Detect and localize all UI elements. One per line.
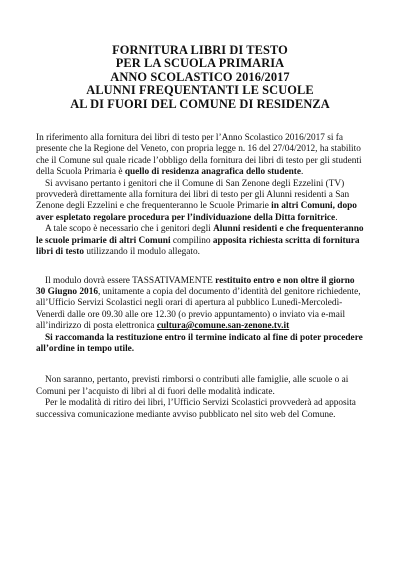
title-line-3: ANNO SCOLASTICO 2016/2017 [110,69,290,84]
document-body [36,133,364,421]
paragraph-intro [36,133,364,179]
deadline-text: Il modulo dovrà essere TASSATIVAMENTE [45,275,216,286]
paragraph-deadline [36,276,364,333]
deadline-text-2: , unitamente a copia del documento d’identità del genitore richiedente, all’Ufficio Servizi Scolastici negli orari di apertura al pubblico Lunedì-Mercoledì-Venerdì dalle ore 09.30 alle ore 12.30 (o previo appuntamento) o inviato via e-mail all’indirizzo di posta elettronica [36,286,361,332]
provision-end: . [335,212,338,223]
paragraph-request [36,224,364,258]
intro-text: In riferimento alla fornitura dei libri di testo per l’Anno Scolastico 2016/2017 si fa presente che la Regione del Veneto, con propria legge n. 16 del 27/04/2012, ha stabilito che il Comune sul quale ricade l’obbligo della fornitura dei libri di testo per gli studenti della Scuola Primaria è [36,133,362,178]
request-text: A tale scopo è necessario che i genitori degli [45,224,214,235]
title-line-5: AL DI FUORI DEL COMUNE DI RESIDENZA [70,96,330,111]
request-bold-2: apposita richiesta scritta di fornitura libri di testo [36,235,360,258]
deadline-bold: restituito entro e non oltre il giorno 30 Giugno 2016 [36,275,355,297]
title-line-2: PER LA SCUOLA PRIMARIA [115,56,285,71]
request-end: utilizzando il modulo allegato. [84,247,200,258]
no-refunds-text: Non saranno, pertanto, previsti rimborsi o contributi alle famiglie, alle scuole o ai Comuni per l’acquisto di libri al di fuori delle modalità indicate. [36,375,349,397]
title-line-4: ALUNNI FREQUENTANTI LE SCUOLE [86,83,314,98]
provision-bold: in altri Comuni, dopo aver espletato regolare procedura per l’individuazione della Ditta fornitrice [36,201,357,223]
paragraph-no-refunds [36,375,364,398]
recommendation-bold: Si raccomanda la restituzione entro il termine indicato al fine di poter procedere all’ordine in tempo utile. [36,332,363,354]
paragraph-collection [36,398,364,421]
email-link[interactable]: cultura@comune.san-zenone.tv.it [156,321,290,332]
document-title [36,44,364,111]
paragraph-recommendation [36,333,364,356]
title-line-1: FORNITURA LIBRI DI TESTO [112,43,288,57]
collection-text: Per le modalità di ritiro dei libri, l’Ufficio Servizi Scolastici provvederà ad apposita successiva comunicazione mediante avviso pubblicato nel sito web del Comune. [36,398,356,420]
intro-bold: quello di residenza anagrafica dello studente [124,167,302,178]
request-text-2: compilino [170,235,213,246]
paragraph-provision [36,179,364,225]
intro-end: . [301,167,304,178]
provision-text: Si avvisano pertanto i genitori che il Comune di San Zenone degli Ezzelini (TV) provvederà direttamente alla fornitura dei libri di testo per gli Alunni residenti a San Zenone degli Ezzelini e che frequenteranno le Scuole Primarie [36,178,350,212]
request-bold-1: Alunni residenti e che frequenteranno le scuole primarie di altri Comuni [36,224,364,246]
